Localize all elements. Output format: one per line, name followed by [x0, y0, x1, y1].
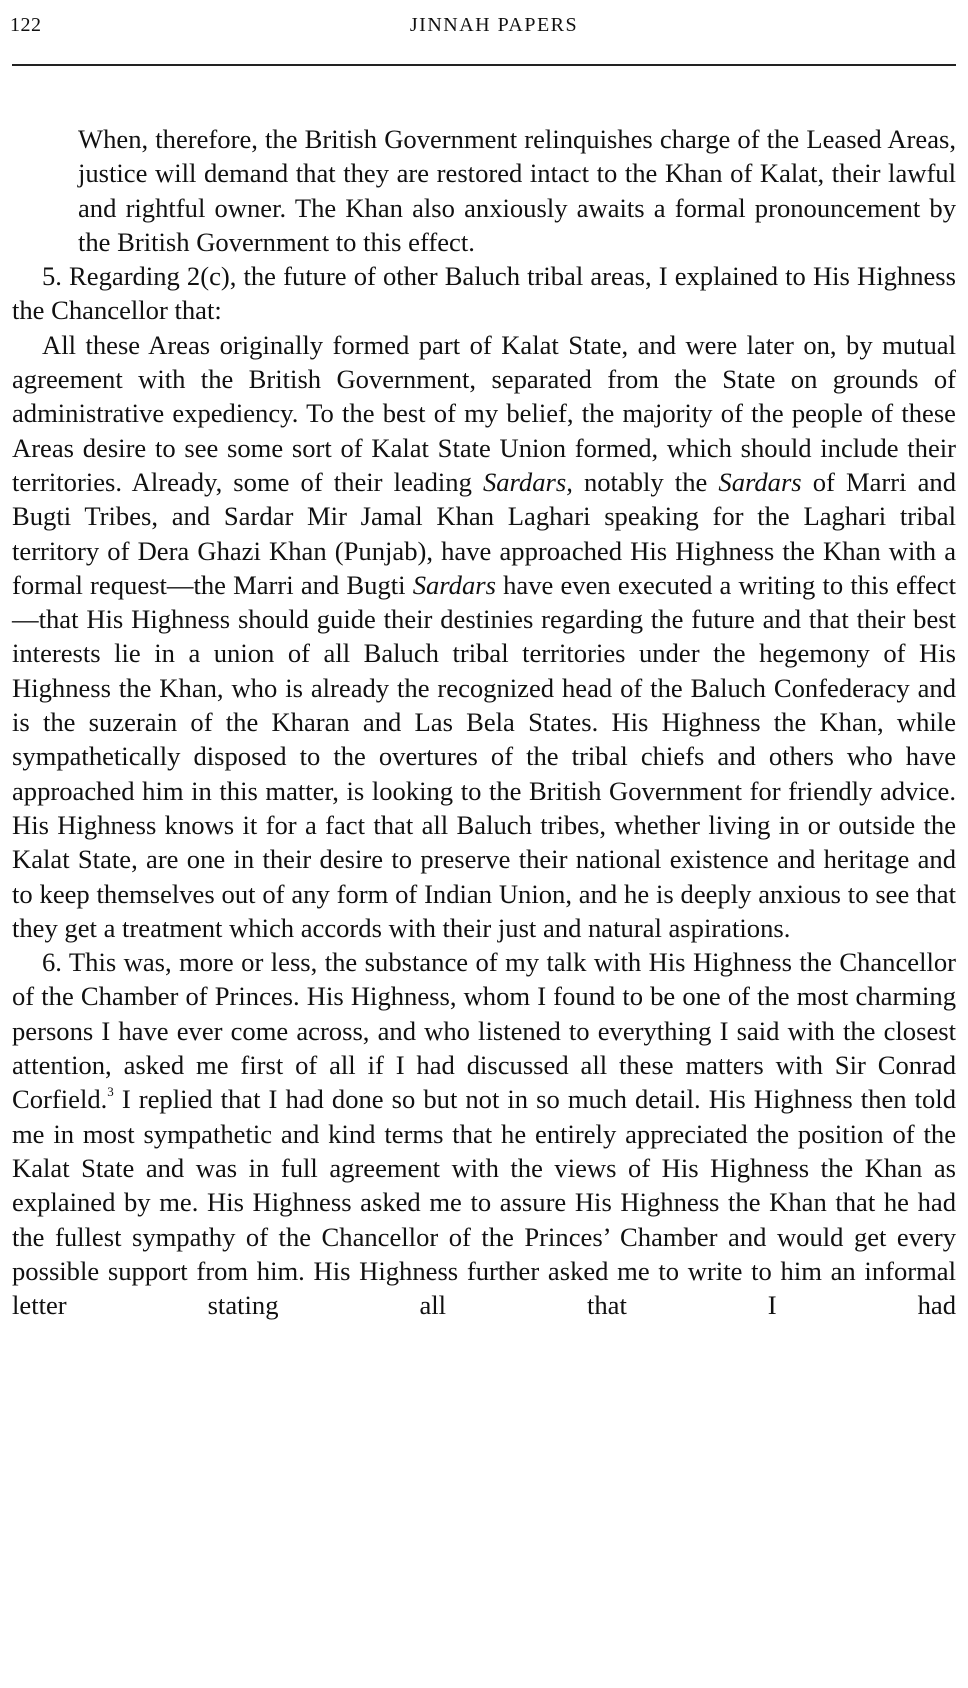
paragraph-5-intro: 5. Regarding 2(c), the future of other Baluch tribal areas, I explained to His Highness the Chancellor that:	[12, 261, 956, 326]
text-run: 6. This was, more or less, the substance of my talk with His Highness the Chancellor of the Chamber of Princes. His Highness, whom I found to be one of the most charming persons I have ever come across, and who listened to everything I said with the closest attention, asked me first of all if I had discussed all these matters with Sir Conrad Corfield.	[12, 947, 956, 1115]
block-quote-paragraph: When, therefore, the British Government relinquishes charge of the Leased Areas, justice will demand that they are restored intact to the Khan of Kalat, their lawful and rightful owner. The Khan also anxiously awaits a formal pronouncement by the British Government to this effect.	[78, 124, 956, 257]
text-run: have even executed a writing to this effect—that His Highness should guide their destinies regarding the future and that their best interests lie in a union of all Baluch tribal territories under the hegemony of His Highness the Khan, who is already the recognized head of the Baluch Confederacy and is the suzerain of the Kharan and Las Bela States. His Highness the Khan, while sympathetically disposed to the overtures of the tribal chiefs and others who have approached him in this matter, is looking to the British Government for friendly advice. His Highness knows it for a fact that all Baluch tribes, whether living in or outside the Kalat State, are one in their desire to preserve their national existence and heritage and to keep themselves out of any form of Indian Union, and he is deeply anxious to see that they get a treatment which accords with their just and natural aspirations.	[12, 569, 957, 943]
book-title: JINNAH PAPERS	[409, 14, 579, 36]
footnote-reference[interactable]: 3	[107, 1084, 114, 1100]
running-head	[10, 14, 958, 44]
paragraph-6	[12, 945, 956, 1322]
italic-term: Sardars	[412, 569, 496, 600]
paragraph-5-body	[12, 328, 956, 945]
text-run: I replied that I had done so but not in so much detail. His Highness then told me in most sympathetic and kind terms that he entirely appreciated the position of the Kalat State and was in full agreement with the views of His Highness the Khan as explained by me. His Highness asked me to assure His Highness the Khan that he had the fullest sympathy of the Chancellor of the Princes’ Chamber and would get every possible support from him. His Highness further asked me to write to him an informal letter stating all that I had	[12, 1084, 956, 1321]
italic-term: Sardars,	[482, 466, 573, 497]
text-run: notably the	[572, 466, 719, 497]
text-run: of Marri and Bugti Tribes, and Sardar Mir Jamal Khan Laghari speaking for the Laghari tribal territory of Dera Ghazi Khan (Punjab), have approached His Highness the Khan with a formal request—the Marri and Bugti	[12, 466, 957, 600]
text-run: All these Areas originally formed part of Kalat State, and were later on, by mutual agreement with the British Government, separated from the State on grounds of administrative expediency. To the best of my belief, the majority of the people of these Areas desire to see some sort of Kalat State Union formed, which should include their territories. Already, some of their leading	[12, 329, 956, 497]
page-number: 122	[10, 14, 42, 36]
italic-term: Sardars	[718, 466, 802, 497]
header-rule	[12, 64, 956, 66]
body-text	[12, 122, 956, 1322]
